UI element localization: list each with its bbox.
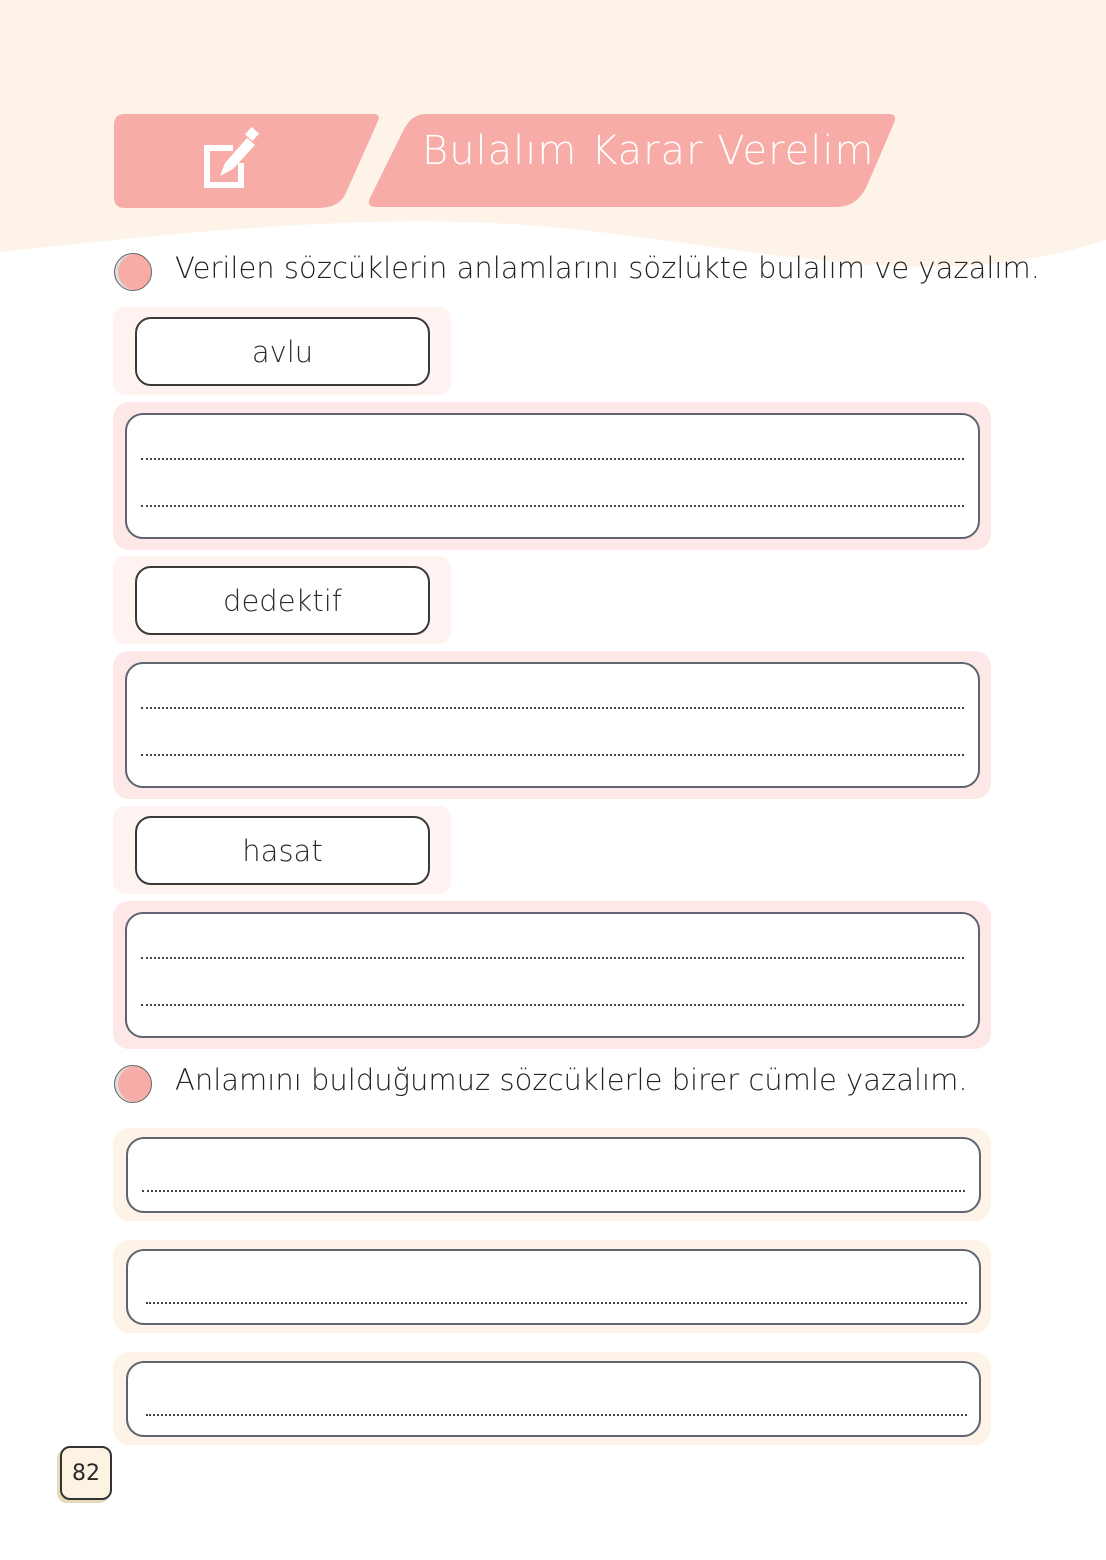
bullet-icon xyxy=(114,253,152,291)
instruction-2: Anlamını bulduğumuz sözcüklerle birer cümle yazalım. xyxy=(175,1063,968,1097)
word-box: hasat xyxy=(135,816,430,885)
meaning-answer-field[interactable] xyxy=(125,413,980,539)
sentence-answer-field[interactable] xyxy=(126,1361,981,1437)
page-title: Bulalım Karar Verelim xyxy=(422,128,875,174)
sentence-answer-field[interactable] xyxy=(126,1249,981,1325)
meaning-answer-field[interactable] xyxy=(125,912,980,1038)
page-number: 82 xyxy=(60,1446,112,1500)
meaning-answer-field[interactable] xyxy=(125,662,980,788)
icon-tab xyxy=(113,113,383,209)
bullet-icon xyxy=(114,1065,152,1103)
word-box: avlu xyxy=(135,317,430,386)
sentence-answer-field[interactable] xyxy=(126,1137,981,1213)
instruction-1: Verilen sözcüklerin anlamlarını sözlükte bulalım ve yazalım. xyxy=(175,251,1040,285)
word-box: dedektif xyxy=(135,566,430,635)
